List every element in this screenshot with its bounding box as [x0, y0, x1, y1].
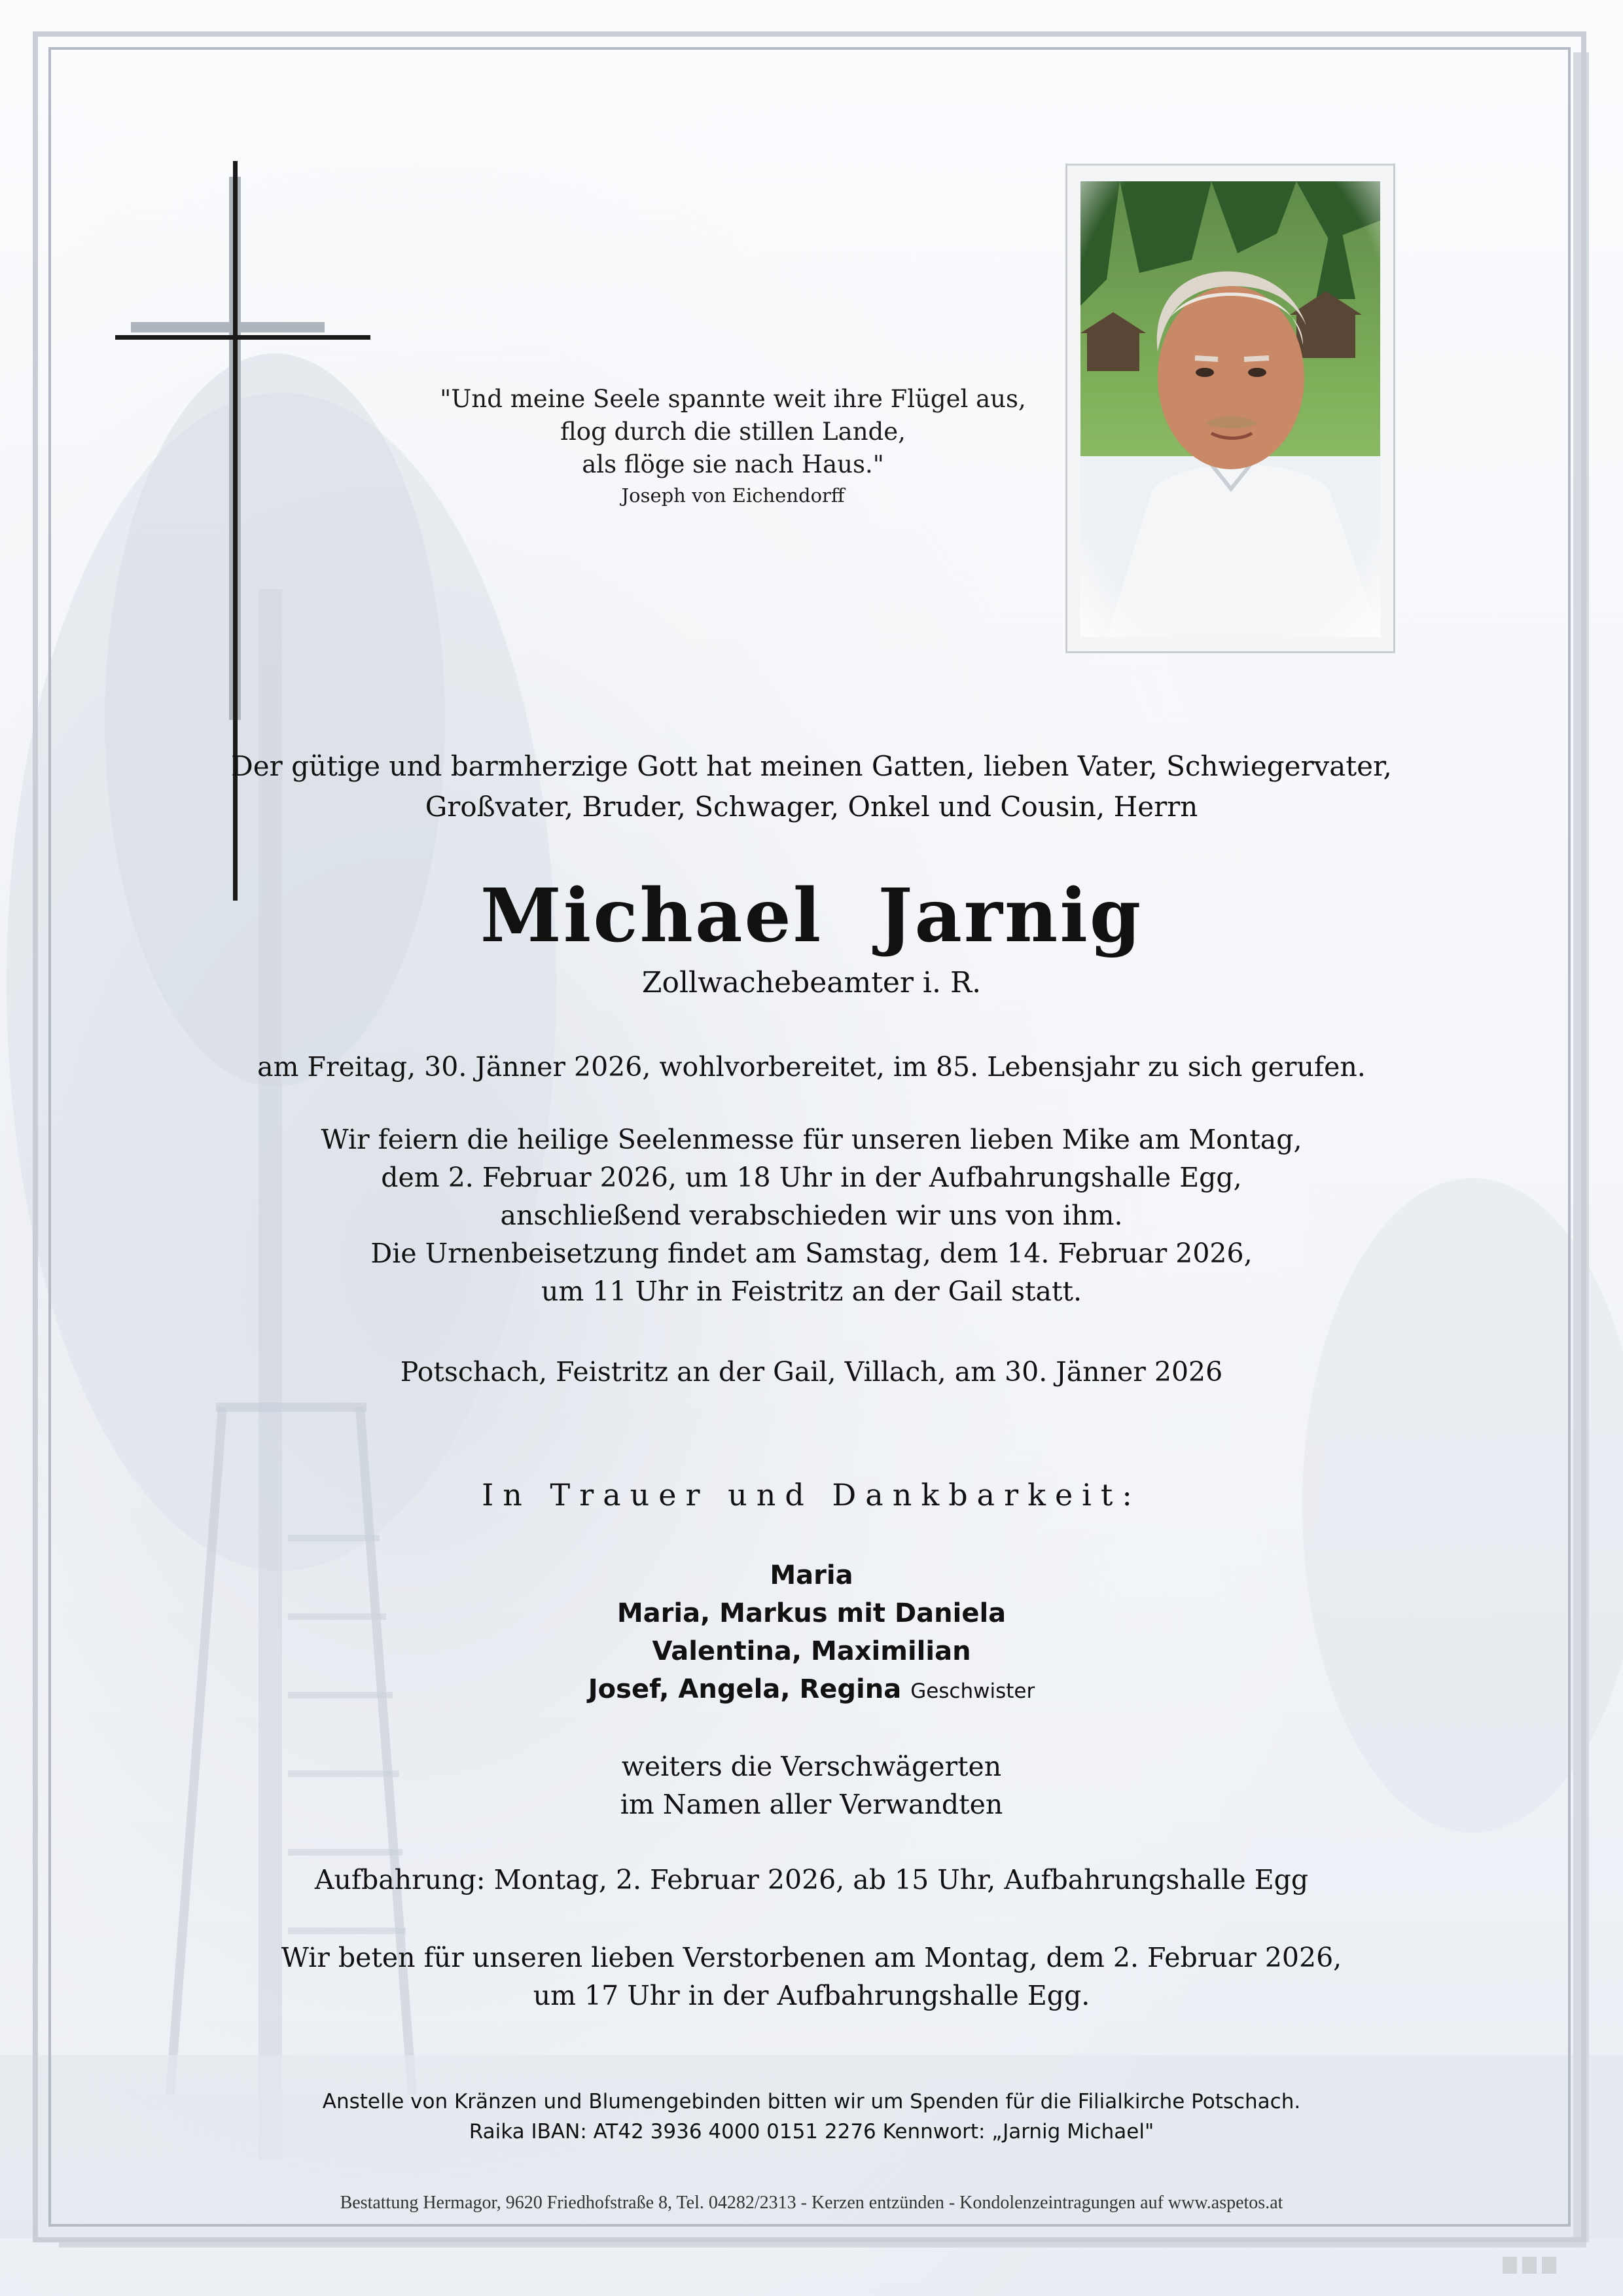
mourner-line: [0, 1670, 1623, 1710]
quote-block: [406, 383, 1060, 510]
mass-line: um 11 Uhr in Feistritz an der Gail statt.: [541, 1276, 1082, 1307]
donation-line: Raika IBAN: AT42 3936 4000 0151 2276 Kennwort: „Jarnig Michael": [469, 2120, 1154, 2144]
deceased-name: Michael Jarnig: [480, 873, 1143, 959]
viewing-info: Aufbahrung: Montag, 2. Februar 2026, ab 15 Uhr, Aufbahrungshalle Egg: [314, 1864, 1309, 1895]
further-relatives: [0, 1748, 1623, 1823]
mass-announcement: [0, 1121, 1623, 1310]
quote-line: als flöge sie nach Haus.": [582, 450, 884, 478]
mourner-line: Valentina, Maximilian: [652, 1636, 971, 1666]
intro-text: [0, 746, 1623, 827]
intro-line: Der gütige und barmherzige Gott hat meinen Gatten, lieben Vater, Schwiegervater,: [231, 750, 1392, 782]
quote-line: flog durch die stillen Lande,: [560, 418, 906, 446]
pixel-badge-icon: [1503, 2257, 1573, 2276]
mourning-heading: In Trauer und Dankbarkeit:: [482, 1477, 1141, 1513]
quote-author: Joseph von Eichendorff: [621, 484, 845, 507]
place-and-date: Potschach, Feistritz an der Gail, Villach, am 30. Jänner 2026: [400, 1356, 1223, 1388]
cross-horizontal-shadow: [131, 322, 325, 332]
mourner-line: Maria, Markus mit Daniela: [616, 1598, 1007, 1628]
donation-line: Anstelle von Kränzen und Blumengebinden bitten wir um Spenden für die Filialkirche Potschach.: [322, 2090, 1301, 2113]
further-line: weiters die Verschwägerten: [621, 1751, 1002, 1782]
prayer-line: Wir beten für unseren lieben Verstorbenen am Montag, dem 2. Februar 2026,: [281, 1942, 1342, 1973]
mass-line: Wir feiern die heilige Seelenmesse für unseren lieben Mike am Montag,: [321, 1124, 1302, 1155]
further-line: im Namen aller Verwandten: [620, 1789, 1003, 1820]
death-notice: am Freitag, 30. Jänner 2026, wohlvorbereitet, im 85. Lebensjahr zu sich gerufen.: [257, 1051, 1366, 1083]
quote-line: "Und meine Seele spannte weit ihre Flügel aus,: [440, 385, 1026, 413]
mass-line: Die Urnenbeisetzung findet am Samstag, dem 14. Februar 2026,: [370, 1238, 1253, 1269]
portrait-photo: [1080, 181, 1380, 637]
funeral-home-footer: Bestattung Hermagor, 9620 Friedhofstraße 8, Tel. 04282/2313 - Kerzen entzünden - Kondolenzeintragungen auf www.aspetos.at: [340, 2193, 1283, 2213]
mourners-list: [0, 1556, 1623, 1710]
donation-info: [0, 2087, 1623, 2147]
mourner-siblings: Josef, Angela, Regina: [588, 1674, 902, 1704]
intro-line: Großvater, Bruder, Schwager, Onkel und Cousin, Herrn: [425, 791, 1198, 823]
portrait-photo-frame: [1065, 164, 1395, 653]
prayer-info: [0, 1939, 1623, 2015]
cross-horizontal-bar: [115, 335, 370, 340]
prayer-line: um 17 Uhr in der Aufbahrungshalle Egg.: [533, 1980, 1090, 2011]
mourner-line: Maria: [770, 1560, 853, 1590]
siblings-note: Geschwister: [910, 1679, 1035, 1703]
mass-line: dem 2. Februar 2026, um 18 Uhr in der Aufbahrungshalle Egg,: [381, 1162, 1242, 1193]
deceased-profession: Zollwachebeamter i. R.: [641, 966, 982, 999]
mass-line: anschließend verabschieden wir uns von ihm.: [500, 1200, 1123, 1231]
